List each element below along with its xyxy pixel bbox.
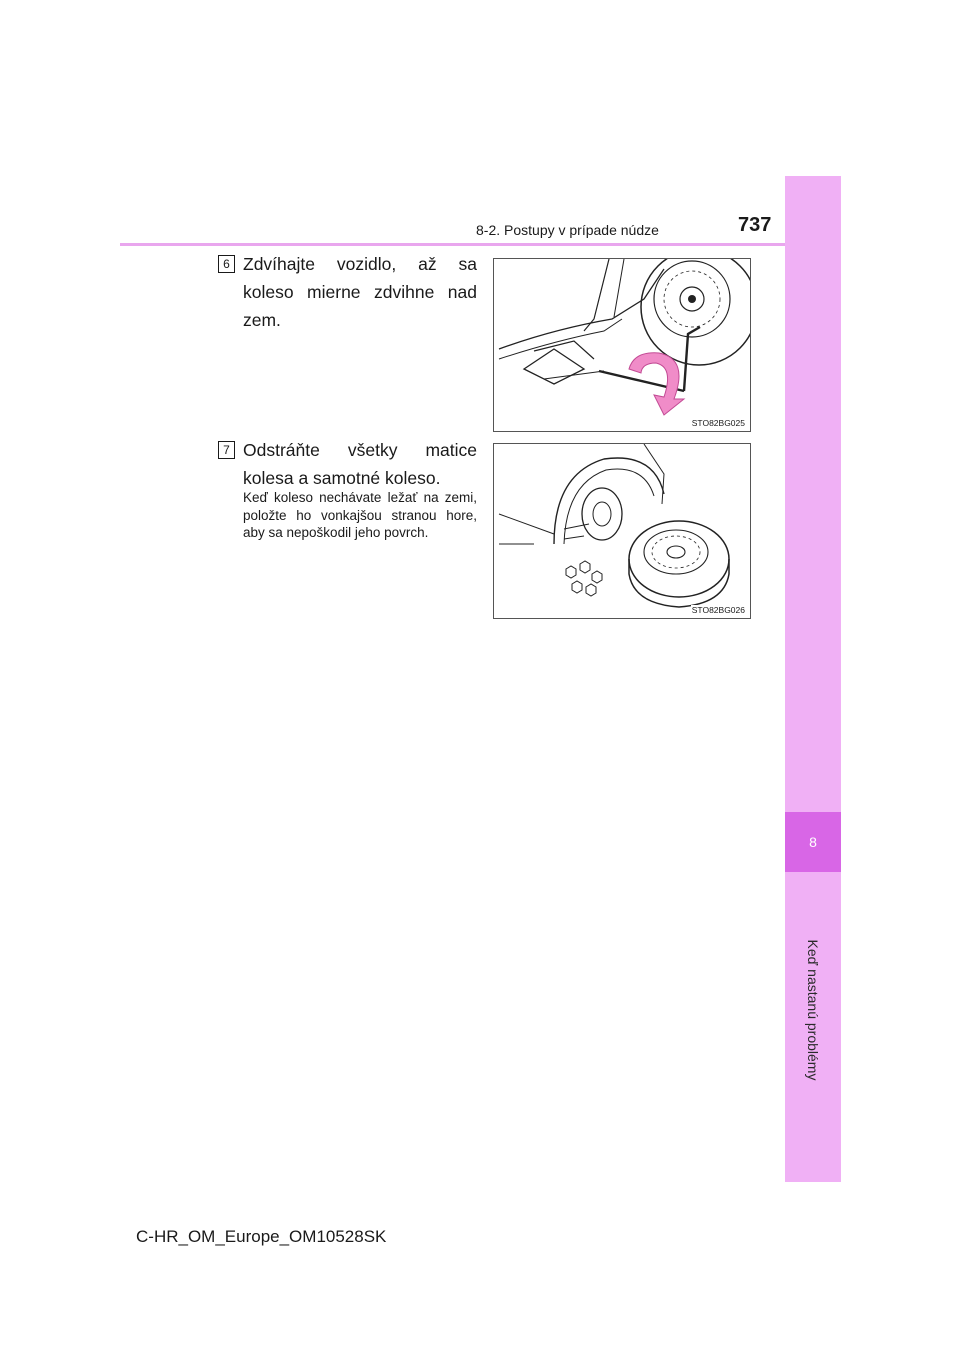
page-number: 737: [738, 214, 772, 236]
chapter-title-vertical: Keď nastanú problémy: [805, 939, 821, 1081]
step-number-badge: 7: [218, 441, 235, 459]
jack-raising-drawing: [494, 259, 750, 431]
header-divider: [120, 243, 785, 246]
wheel-removal-drawing: [494, 444, 750, 618]
figure-code: STO82BG026: [691, 605, 745, 615]
figure-code: STO82BG025: [691, 418, 745, 428]
step-instruction: Odstráňte všetky matice kolesa a samotné koleso.: [243, 440, 477, 488]
document-id: C-HR_OM_Europe_OM10528SK: [136, 1227, 387, 1246]
step-note: Keď koleso nechávate ležať na zemi, položte ho vonkajšou stranou hore, aby sa nepoškodil jeho povrch.: [243, 490, 477, 540]
step-instruction: Zdvíhajte vozidlo, až sa koleso mierne zdvihne nad zem.: [243, 254, 477, 330]
jack-raising-illustration: [493, 258, 751, 432]
step-number-badge: 6: [218, 255, 235, 273]
section-title: 8-2. Postupy v prípade núdze: [476, 222, 659, 238]
chapter-number-badge: 8: [785, 812, 841, 872]
wheel-removal-illustration: [493, 443, 751, 619]
